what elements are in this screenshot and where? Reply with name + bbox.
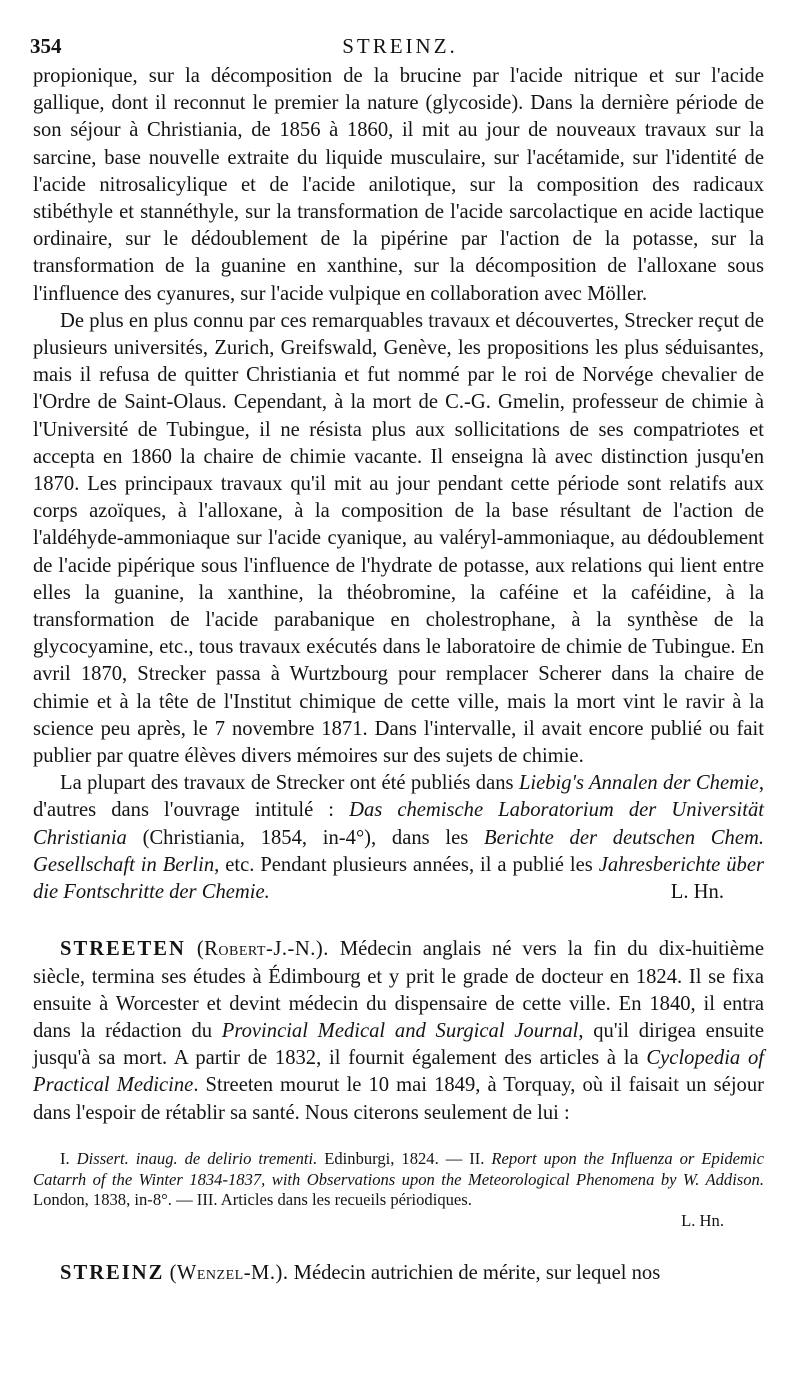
work-title: Jahresberichte über die Fontschritte der Chemie. bbox=[33, 853, 764, 904]
text-run: Médecin anglais né vers la fin du dix-huitième siècle, termina ses études à Édimbourg et y prit le grade de docteur en 1824. Il se fixa ensuite à Worcester et devint médecin du dispensaire de cette ville. En 1840, il entra dans la rédaction du bbox=[33, 938, 764, 1042]
work-title: Dissert. inaug. de delirio trementi. bbox=[76, 1148, 318, 1168]
entry-headword: STREINZ bbox=[60, 1261, 165, 1284]
text-run: Edinburgi, 1824. — II. bbox=[317, 1148, 492, 1168]
strecker-paragraph-3 bbox=[33, 770, 764, 906]
page-number: 354 bbox=[30, 34, 62, 58]
article-body bbox=[33, 63, 764, 1287]
text-run: , etc. Pendant plusieurs années, il a publié les bbox=[214, 853, 599, 876]
text-run: Médecin autrichien de mérite, sur lequel nos bbox=[288, 1261, 661, 1284]
entry-streinz bbox=[33, 1260, 764, 1287]
running-head: STREINZ. bbox=[342, 34, 458, 58]
text-run: La plupart des travaux de Strecker ont été publiés dans bbox=[60, 772, 519, 795]
work-title: Liebig's Annalen der Chemie bbox=[518, 772, 759, 795]
entry-headword: STREETEN bbox=[60, 938, 186, 961]
author-signature: L. Hn. bbox=[670, 881, 724, 904]
text-run: (Christiania, 1854, in-4°), dans les bbox=[126, 826, 485, 849]
author-signature: L. Hn. bbox=[681, 1211, 724, 1231]
strecker-paragraph-2: De plus en plus connu par ces remarquables travaux et découvertes, Strecker reçut de plusieurs universités, Zurich, Greifswald, Genève, les propositions les plus séduisantes, mais il refusa de quitter Christiania et fut nommé par le roi de Norvége chevalier de l'Ordre de Saint-Olaus. Cependant, à la mort de C.-G. Gmelin, professeur de chimie à l'Université de Tubingue, il ne résista plus aux sollicitations de ses compatriotes et accepta en 1860 la chaire de chimie vacante. Il enseigna là avec distinction jusqu'en 1870. Les principaux travaux qu'il mit au jour pendant cette période sont relatifs aux corps azoïques, à l'alloxane, à la composition de la base résultant de l'action de l'aldéhyde-ammoniaque sur l'acide cyanique, au valéryl-ammoniaque, au dédoublement de l'acide pipérique sous l'influence de l'hydrate de potasse, aux relations qui lient entre elles la guanine, la xanthine, la théobromine, la caféine et la caféidine, à la transformation de l'acide parabanique en cholestrophane, à la synthèse de la glycocyamine, etc., tous travaux exécutés dans le laboratoire de chimie de Tubingue. En avril 1870, Strecker passa à Wurtzbourg pour remplacer Scherer dans la chaire de chimie et à la tête de l'Institut chimique de cette ville, mais la mort vint le ravir à la science peu après, le 7 novembre 1871. Dans l'intervalle, il avait encore publié ou fait publier par quatre élèves divers mémoires sur des sujets de chimie. bbox=[33, 309, 764, 768]
text-run: . Streeten mourut le 10 mai 1849, à Torquay, où il faisait un séjour dans l'espoir de rétablir sa santé. Nous citerons seulement de lui : bbox=[33, 1074, 764, 1124]
work-title: Das chemische Laboratorium der Universität Christiania bbox=[33, 799, 764, 849]
entry-forenames: (Wenzel-M.). bbox=[169, 1261, 289, 1284]
work-title: Provincial Medical and Surgical Journal bbox=[221, 1019, 579, 1042]
bibliography bbox=[33, 1149, 764, 1232]
work-title: Report upon the Influenza or Epidemic Catarrh of the Winter 1834-1837, with Observations upon the Meteorological Phenomena by W. Addison. bbox=[33, 1148, 764, 1189]
strecker-paragraph-1: propionique, sur la décomposition de la brucine par l'acide nitrique et sur l'acide gallique, dont il reconnut le premier la nature (glycoside). Dans la dernière période de son séjour à Christiania, de 1856 à 1860, il mit au jour de nouveaux travaux sur la sarcine, base nouvelle extraite du liquide musculaire, sur l'acétamide, sur l'identité de l'acide nitrosalicylique et de l'acide anilotique, sur la composition des radicaux stibéthyle et stannéthyle, sur la transformation de l'acide sarcolactique en acide lactique ordinaire, sur le dédoublement de la pipérine par l'action de la potasse, sur la transformation de la guanine en xanthine, sur la décomposition de l'alloxane sous l'influence des cyanures, sur l'acide vulpique en collaboration avec Möller. bbox=[33, 65, 764, 305]
entry-streeten bbox=[33, 936, 764, 1126]
work-title: Berichte der deutschen Chem. Gesellschaft in Berlin bbox=[33, 826, 764, 876]
text-run: , d'autres dans l'ouvrage intitulé : bbox=[33, 772, 764, 822]
text-run: , qu'il dirigea ensuite jusqu'à sa mort. A partir de 1832, il fournit également des articles à la bbox=[33, 1019, 764, 1070]
text-run: London, 1838, in-8°. — III. Articles dans les recueils périodiques. bbox=[33, 1190, 472, 1210]
text-run: I. bbox=[60, 1148, 77, 1168]
work-title: Cyclopedia of Practical Medicine bbox=[33, 1047, 764, 1097]
entry-forenames: (Robert-J.-N.). bbox=[196, 938, 329, 961]
page-header bbox=[30, 26, 770, 62]
